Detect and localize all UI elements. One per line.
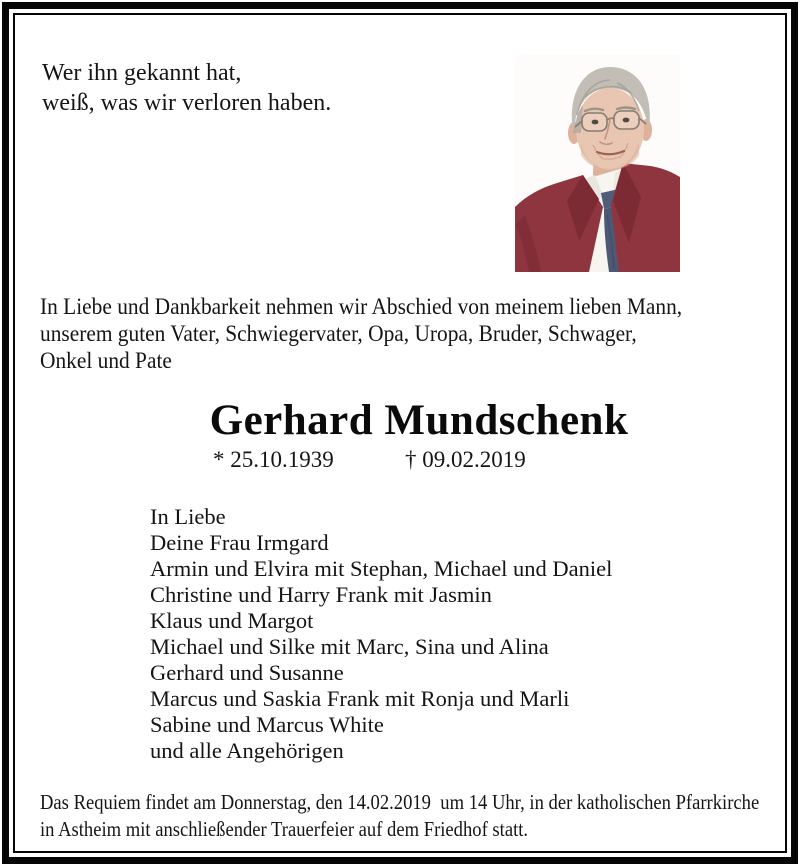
funeral-info-line: Das Requiem findet am Donnerstag, den 14.02.2019 um 14 Uhr, in der katholischen Pfarrkirche (40, 790, 760, 814)
birth-date-value: 25.10.1939 (230, 447, 334, 472)
announcement-line: Onkel und Pate (40, 348, 172, 373)
portrait-illustration (515, 55, 680, 272)
funeral-info (40, 789, 759, 843)
epigraph-line: weiß, was wir verloren haben. (42, 90, 332, 116)
funeral-info-line: in Astheim mit anschließender Trauerfeier auf dem Friedhof statt. (40, 817, 529, 841)
epigraph-line: Wer ihn gekannt hat, (42, 60, 242, 86)
announcement (40, 293, 682, 374)
deceased-name: Gerhard Mundschenk (209, 397, 629, 444)
death-date-value: 09.02.2019 (422, 447, 526, 472)
mourner-line: Christine und Harry Frank mit Jasmin (150, 582, 492, 607)
epigraph (42, 58, 331, 118)
mourner-line: Armin und Elvira mit Stephan, Michael und Daniel (150, 556, 613, 581)
birth-date (213, 447, 334, 473)
death-date (405, 447, 526, 473)
announcement-line: In Liebe und Dankbarkeit nehmen wir Abschied von meinem lieben Mann, (40, 294, 683, 319)
mourner-line: Sabine und Marcus White (150, 712, 384, 737)
portrait-eye-right (623, 118, 630, 123)
mourner-line: In Liebe (150, 504, 226, 529)
mourner-line: Klaus und Margot (150, 608, 314, 633)
birth-star-symbol: * (213, 447, 225, 472)
mourner-line: Michael und Silke mit Marc, Sina und Alina (150, 634, 549, 659)
death-cross-symbol: † (405, 447, 417, 472)
deceased-portrait-photo (515, 55, 680, 272)
portrait-eye-left (592, 120, 599, 125)
mourner-line: Gerhard und Susanne (150, 660, 344, 685)
announcement-line: unserem guten Vater, Schwiegervater, Opa, Uropa, Bruder, Schwager, (40, 321, 637, 346)
mourners-list (150, 504, 612, 764)
mourner-line: und alle Angehörigen (150, 738, 344, 763)
mourner-line: Marcus und Saskia Frank mit Ronja und Marli (150, 686, 570, 711)
mourner-line: Deine Frau Irmgard (150, 530, 329, 555)
